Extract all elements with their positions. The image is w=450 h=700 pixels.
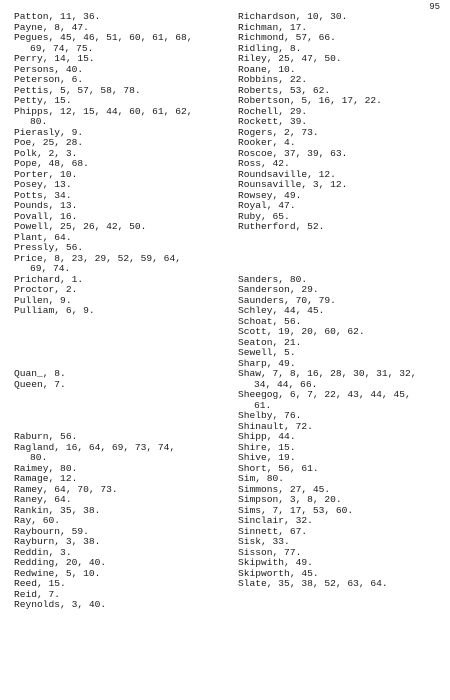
entry-text: Persons, 40. <box>14 63 84 75</box>
index-entry <box>14 380 229 391</box>
index-entry <box>238 390 450 411</box>
entry-text: Ramey, 64, 70, 73. <box>14 483 118 495</box>
entry-text: Patton, 11, 36. <box>14 11 101 22</box>
entry-text: Payne, 8, 47. <box>14 21 89 33</box>
index-column-right <box>238 12 450 590</box>
entry-text: Redwine, 5, 10. <box>14 567 101 579</box>
entry-text: Powell, 25, 26, 42, 50. <box>14 221 147 232</box>
entry-text: Sisson, 77. <box>238 546 302 558</box>
index-entry <box>14 107 229 128</box>
entry-text: Reid, 7. <box>14 588 61 600</box>
entry-continuation: 80. <box>30 116 48 127</box>
entry-text: Scott, 19, 20, 60, 62. <box>238 326 365 337</box>
index-entry <box>14 33 229 54</box>
entry-text: Proctor, 2. <box>14 284 78 295</box>
entry-text: Shaw, 7, 8, 16, 28, 30, 31, 32, <box>238 368 417 379</box>
entry-text: Phipps, 12, 15, 44, 60, 61, 62, <box>14 105 193 117</box>
entry-text: Shipp, 44. <box>238 431 296 442</box>
entry-text: Schoat, 56. <box>238 315 302 327</box>
entry-text: Plant, 64. <box>14 231 72 243</box>
entry-text: Slate, 35, 38, 52, 63, 64. <box>238 578 388 589</box>
entry-text: Reddin, 3. <box>14 546 72 558</box>
entry-text: Posey, 13. <box>14 179 72 190</box>
entry-text: Ross, 42. <box>238 158 290 169</box>
entry-text: Seaton, 21. <box>238 336 302 348</box>
entry-text: Robertson, 5, 16, 17, 22. <box>238 95 382 106</box>
page-number: 95 <box>429 2 440 12</box>
entry-text: Shire, 15. <box>238 441 296 453</box>
entry-text: Skipwith, 49. <box>238 557 313 568</box>
index-entry <box>14 306 229 317</box>
entry-text: Pulliam, 6, 9. <box>14 305 95 316</box>
entry-text: Rooker, 4. <box>238 137 296 148</box>
entry-text: Prichard, 1. <box>14 273 84 285</box>
entry-text: Raybourn, 59. <box>14 525 89 537</box>
entry-text: Pettis, 5, 57, 58, 78. <box>14 84 141 96</box>
entry-text: Queen, 7. <box>14 378 66 390</box>
entry-text: Robbins, 22. <box>238 74 308 85</box>
entry-text: Richman, 17. <box>238 21 308 33</box>
entry-text: Royal, 47. <box>238 200 296 211</box>
entry-text: Sisk, 33. <box>238 536 290 547</box>
entry-text: Ray, 60. <box>14 515 61 526</box>
entry-text: Saunders, 70, 79. <box>238 294 336 306</box>
entry-text: Rockett, 39. <box>238 116 308 127</box>
entry-text: Pounds, 13. <box>14 200 78 211</box>
entry-text: Pullen, 9. <box>14 294 72 306</box>
entry-text: Pierasly, 9. <box>14 126 84 138</box>
entry-text: Peterson, 6. <box>14 74 84 85</box>
entry-text: Sanders, 80. <box>238 273 308 285</box>
entry-continuation: 34, 44, 66. <box>254 378 318 390</box>
index-entry <box>14 254 229 275</box>
entry-text: Rayburn, 3, 38. <box>14 536 101 547</box>
entry-text: Rutherford, 52. <box>238 221 325 232</box>
index-entry <box>238 222 450 233</box>
entry-text: Porter, 10. <box>14 168 78 180</box>
entry-text: Polk, 2, 3. <box>14 147 78 159</box>
entry-text: Sims, 7, 17, 53, 60. <box>238 504 354 516</box>
index-column-left <box>14 12 229 611</box>
entry-text: Sinnett, 67. <box>238 525 308 537</box>
entry-text: Raburn, 56. <box>14 431 78 442</box>
entry-text: Reynolds, 3, 40. <box>14 599 107 610</box>
entry-text: Pressly, 56. <box>14 242 84 253</box>
entry-text: Shive, 19. <box>238 452 296 463</box>
index-entry <box>238 369 450 390</box>
entry-text: Reed, 15. <box>14 578 66 589</box>
entry-text: Raney, 64. <box>14 494 72 505</box>
entry-text: Pope, 48, 68. <box>14 158 89 169</box>
entry-continuation: 69, 74. <box>30 263 71 274</box>
entry-text: Quan_, 8. <box>14 368 66 379</box>
entry-continuation: 61. <box>254 399 272 411</box>
entry-text: Riley, 25, 47, 50. <box>238 53 342 64</box>
entry-text: Simpson, 3, 8, 20. <box>238 494 342 505</box>
entry-text: Raimey, 80. <box>14 462 78 474</box>
entry-text: Ruby, 65. <box>238 210 290 222</box>
entry-text: Roundsaville, 12. <box>238 168 336 180</box>
entry-text: Sewell, 5. <box>238 347 296 358</box>
entry-text: Perry, 14, 15. <box>14 53 95 64</box>
entry-text: Richmond, 57, 66. <box>238 32 336 43</box>
entry-text: Roberts, 53, 62. <box>238 84 331 96</box>
entry-text: Price, 8, 23, 29, 52, 59, 64, <box>14 252 181 264</box>
entry-text: Rounsaville, 3, 12. <box>238 179 348 190</box>
entry-text: Shinault, 72. <box>238 420 313 432</box>
entry-text: Povall, 16. <box>14 210 78 222</box>
entry-text: Roscoe, 37, 39, 63. <box>238 147 348 159</box>
entry-text: Pegues, 45, 46, 51, 60, 61, 68, <box>14 32 193 43</box>
entry-text: Sheegog, 6, 7, 22, 43, 44, 45, <box>238 389 411 400</box>
entry-text: Sinclair, 32. <box>238 515 313 526</box>
entry-continuation: 69, 74, 75. <box>30 42 94 54</box>
entry-text: Petty, 15. <box>14 95 72 106</box>
entry-text: Ragland, 16, 64, 69, 73, 74, <box>14 441 176 453</box>
entry-text: Schley, 44, 45. <box>238 305 325 316</box>
entry-text: Sharp, 49. <box>238 357 296 369</box>
entry-text: Skipworth, 45. <box>238 567 319 579</box>
index-entry <box>238 579 450 590</box>
entry-text: Rowsey, 49. <box>238 189 302 201</box>
entry-text: Rankin, 35, 38. <box>14 504 101 516</box>
entry-text: Ramage, 12. <box>14 473 78 484</box>
entry-text: Sim, 80. <box>238 473 285 484</box>
entry-continuation: 80. <box>30 452 48 463</box>
entry-text: Sanderson, 29. <box>238 284 319 295</box>
entry-text: Ridling, 8. <box>238 42 302 54</box>
index-entry <box>14 443 229 464</box>
entry-text: Richardson, 10, 30. <box>238 11 348 22</box>
entry-text: Potts, 34. <box>14 189 72 201</box>
entry-text: Rochell, 29. <box>238 105 308 117</box>
entry-text: Simmons, 27, 45. <box>238 483 331 495</box>
index-entry <box>14 600 229 611</box>
entry-text: Rogers, 2, 73. <box>238 126 319 138</box>
entry-text: Poe, 25, 28. <box>14 137 84 148</box>
entry-text: Shelby, 76. <box>238 410 302 421</box>
entry-text: Short, 56, 61. <box>238 462 319 474</box>
entry-text: Redding, 20, 40. <box>14 557 107 568</box>
entry-text: Roane, 10. <box>238 63 296 75</box>
